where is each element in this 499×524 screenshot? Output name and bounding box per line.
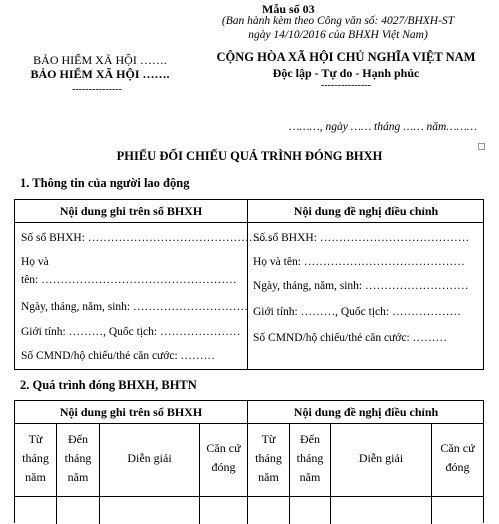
org-name-line2: BẢO HIỂM XÃ HỘI ……. bbox=[30, 67, 170, 81]
col-header-book-content: Nội dung ghi trên sổ BHXH bbox=[59, 204, 203, 218]
col-description: Diễn giải bbox=[127, 451, 172, 465]
table-divider bbox=[247, 200, 248, 369]
field-full-name[interactable]: tên: …………………………………………… bbox=[21, 274, 237, 286]
proposed-full-name[interactable]: Họ và tên: …………………………………… bbox=[253, 256, 465, 268]
table-divider bbox=[15, 423, 483, 424]
col-from-month-year: Từ tháng năm bbox=[255, 432, 282, 484]
proposed-birth-date[interactable]: Ngày, tháng, năm, sinh: ……………………… bbox=[253, 280, 469, 292]
section1-title: 1. Thông tin của người lao động bbox=[20, 176, 190, 190]
document-title: PHIẾU ĐỐI CHIẾU QUÁ TRÌNH ĐÓNG BHXH bbox=[116, 149, 383, 163]
table-divider bbox=[15, 496, 483, 497]
col-header-proposed-change: Nội dung đề nghị điều chỉnh bbox=[293, 204, 439, 218]
col-to-month-year: Đến tháng năm bbox=[64, 432, 92, 484]
col-from-month-year: Từ tháng năm bbox=[22, 432, 49, 484]
field-gender-nationality[interactable]: Giới tính: ………, Quốc tịch: ………………… bbox=[21, 326, 241, 338]
proposed-id-number[interactable]: Số CMND/hộ chiếu/thẻ căn cước: ……… bbox=[253, 332, 448, 344]
motto-underline: --------------- bbox=[321, 80, 371, 91]
table-divider bbox=[15, 222, 483, 223]
section2-title: 2. Quá trình đóng BHXH, BHTN bbox=[20, 378, 197, 392]
org-name-line1: BẢO HIỂM XÃ HỘI ……. bbox=[33, 53, 167, 67]
field-id-number[interactable]: Số CMND/hộ chiếu/thẻ căn cước: ……… bbox=[21, 350, 216, 362]
corner-mark bbox=[478, 143, 485, 150]
col-header-proposed-change: Nội dung đề nghị điều chỉnh bbox=[293, 405, 439, 419]
nation-name: CỘNG HÒA XÃ HỘI CHỦ NGHĨA VIỆT NAM bbox=[216, 50, 476, 64]
form-note-line2: ngày 14/10/2016 của BHXH Việt Nam) bbox=[248, 29, 428, 41]
field-name-label: Họ và bbox=[21, 256, 49, 268]
col-contribution-basis: Căn cứ đóng bbox=[206, 441, 241, 474]
table-divider bbox=[330, 423, 331, 524]
field-book-number[interactable]: Số sổ BHXH: ………………………………………… bbox=[21, 232, 272, 244]
proposed-gender-nationality[interactable]: Giới tính: ………, Quốc tịch: ……………… bbox=[253, 306, 461, 318]
col-description: Diễn giải bbox=[358, 451, 404, 465]
form-note-line1: (Ban hành kèm theo Công văn số: 4027/BHXH-ST bbox=[221, 15, 455, 27]
contribution-history-table bbox=[14, 400, 484, 523]
col-to-month-year: Đến tháng năm bbox=[296, 432, 324, 484]
col-header-book-content: Nội dung ghi trên sổ BHXH bbox=[59, 405, 203, 419]
field-birth-date[interactable]: Ngày, tháng, năm, sinh: ………………………… bbox=[21, 301, 249, 313]
date-line: ………, ngày …… tháng …… năm……… bbox=[289, 121, 477, 133]
proposed-book-number[interactable]: Số sổ BHXH: ………………………………… bbox=[253, 232, 470, 244]
org-underline: --------------- bbox=[72, 84, 122, 95]
col-contribution-basis: Căn cứ đóng bbox=[440, 441, 475, 474]
employee-info-table bbox=[14, 199, 484, 370]
motto: Độc lập - Tự do - Hạnh phúc bbox=[272, 66, 420, 80]
table-divider bbox=[99, 423, 100, 524]
